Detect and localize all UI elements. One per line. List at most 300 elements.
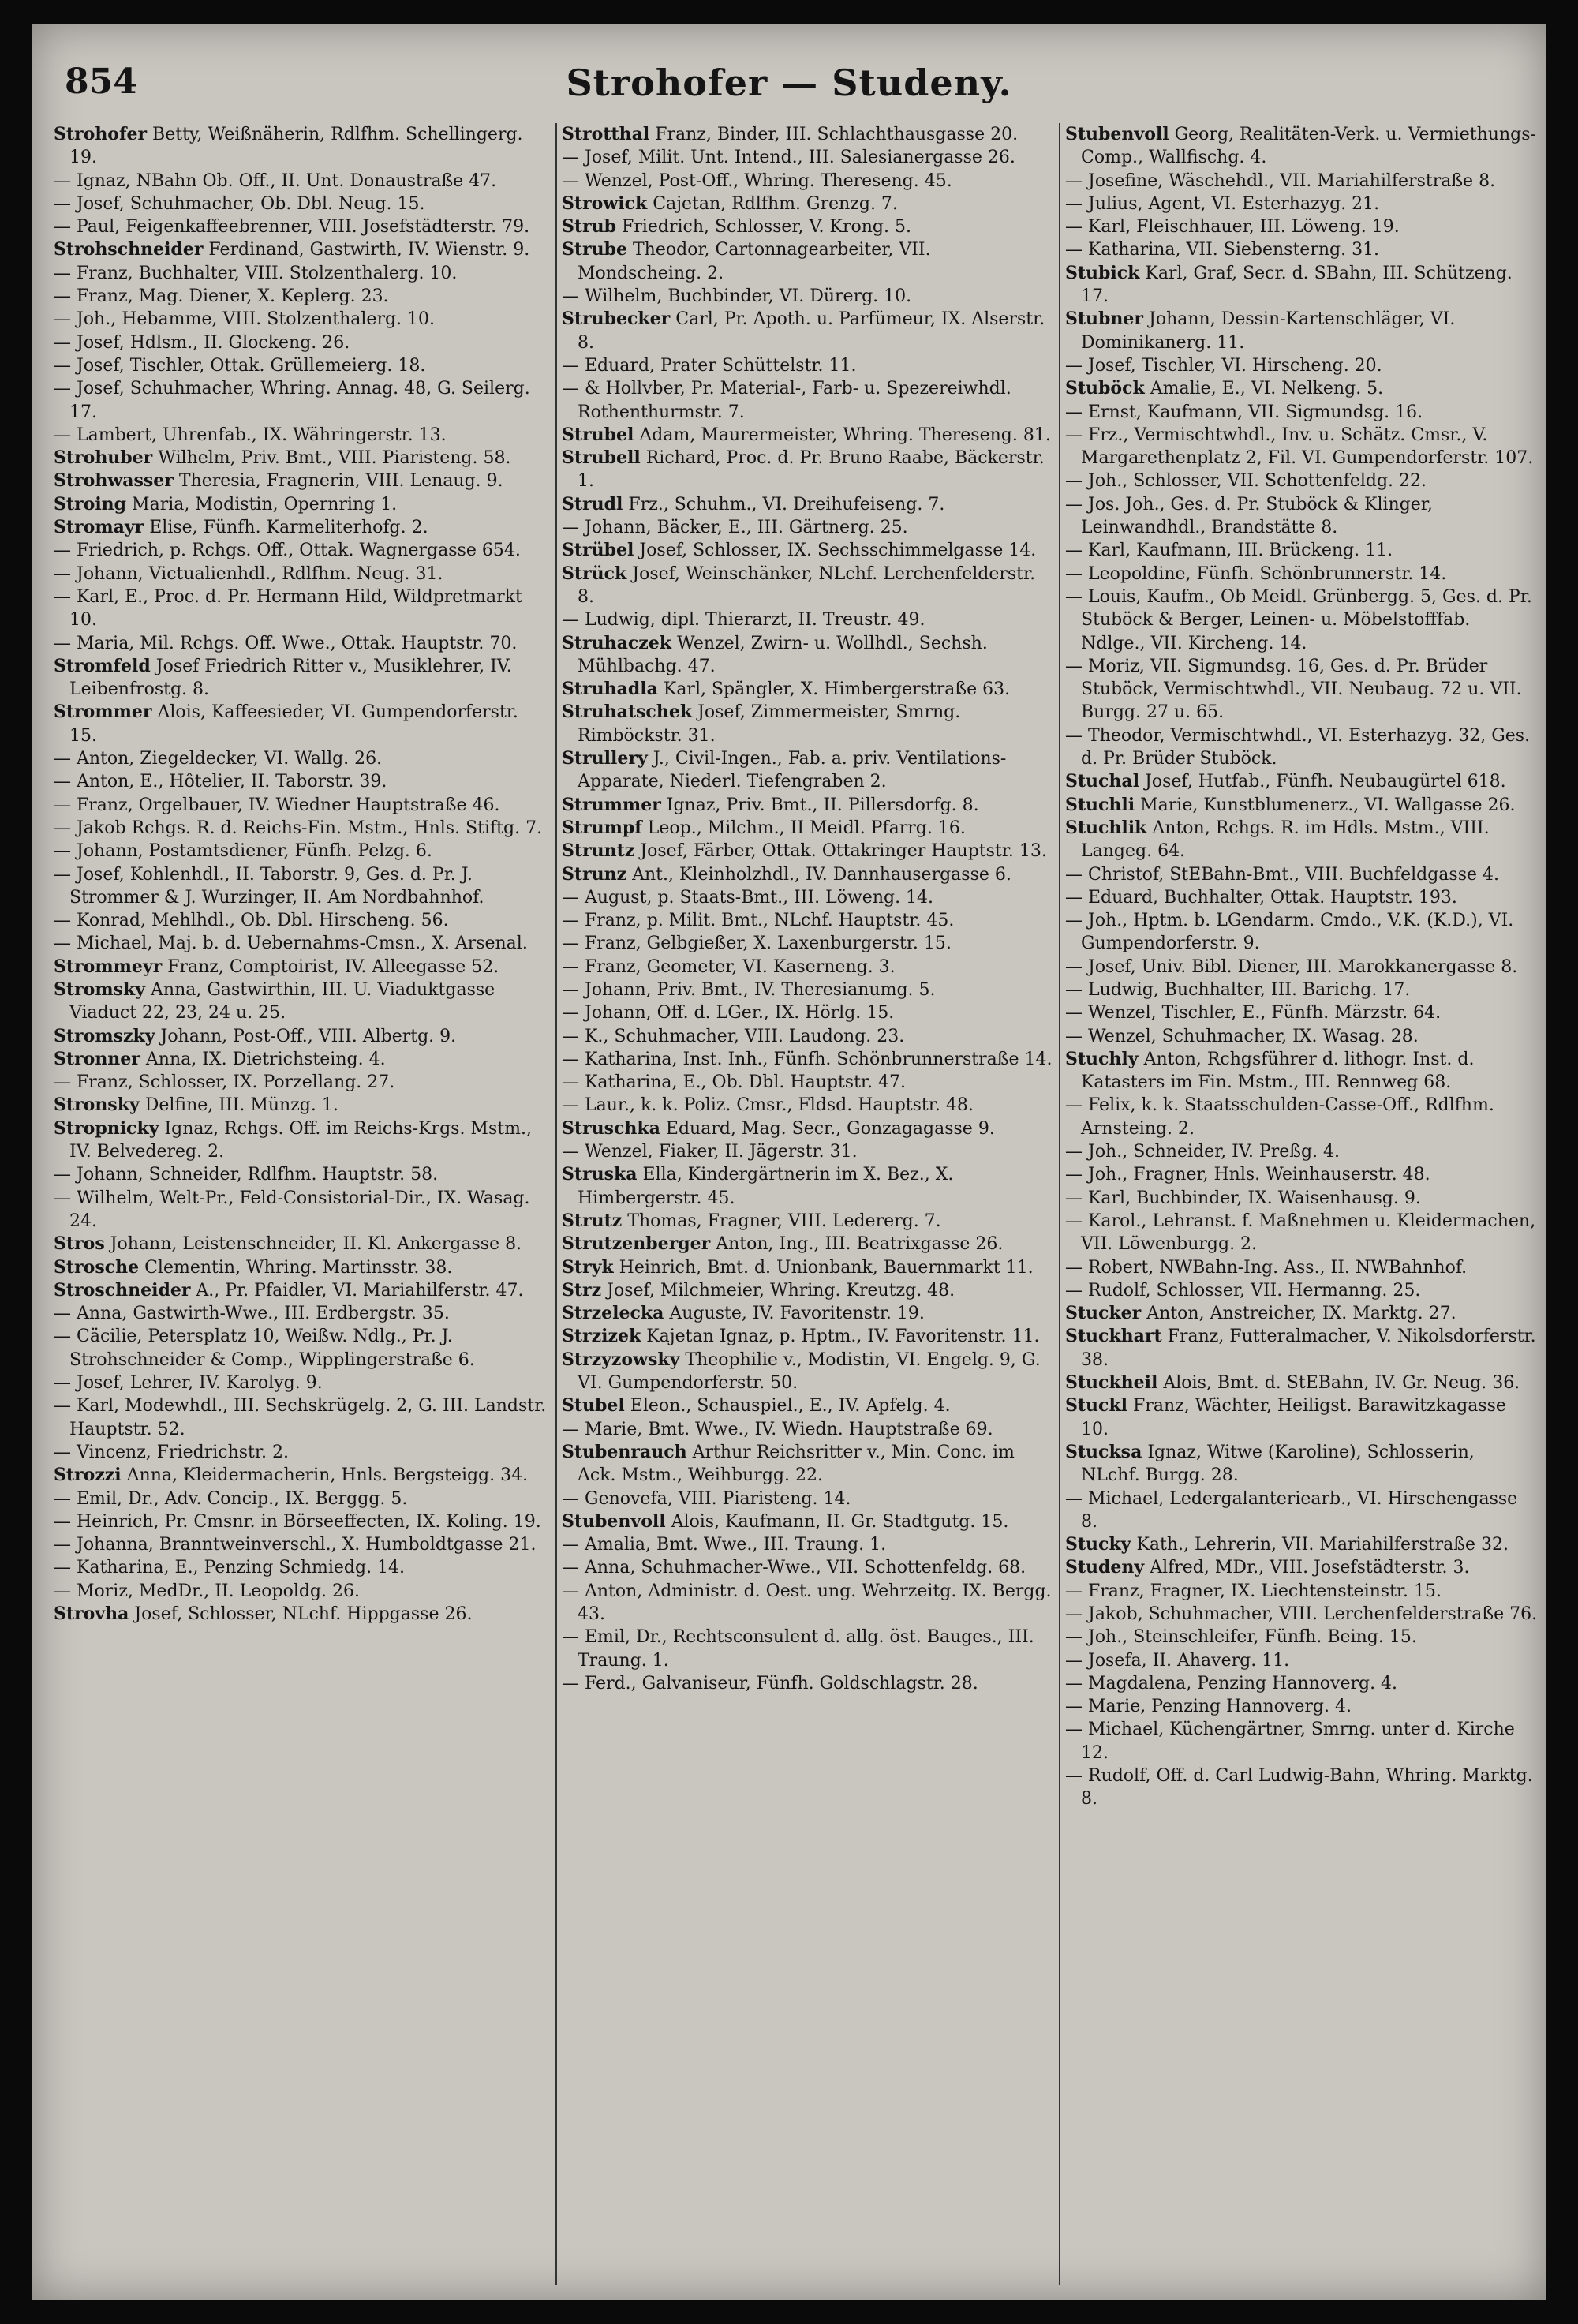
entry-details: dipl. Thierarzt, II. Treustr. 49.	[655, 610, 925, 631]
entry-details: Cajetan, Rdlfhm. Grenzg. 7.	[647, 193, 898, 214]
entry-details: Anton, Anstreicher, IX. Marktg. 27.	[1141, 1304, 1456, 1324]
entry-details: Post-Off., Whring. Thereseng. 45.	[653, 170, 952, 191]
entry-details: Tischler, Ottak. Grüllemeierg. 18.	[124, 355, 426, 376]
entry-name: — Cäcilie,	[54, 1327, 143, 1347]
directory-entry	[1065, 1695, 1539, 1718]
entry-details: Johann, Leistenschneider, II. Kl. Ankergasse 8.	[104, 1234, 522, 1255]
directory-entry	[54, 701, 549, 747]
directory-entry	[1065, 909, 1539, 956]
entry-details: p. Rchgs. Off., Ottak. Wagnergasse 654.	[163, 541, 521, 561]
entry-name: — Moriz,	[1065, 656, 1145, 676]
entry-details: Feigenkaffeebrenner, VIII. Josefstädterstr. 79.	[120, 217, 530, 238]
entry-details: Mag. Diener, X. Keplerg. 23.	[133, 286, 389, 307]
entry-name: — Jos. Joh.,	[1065, 494, 1165, 515]
entry-details: Alois, Kaufmann, II. Gr. Stadtgutg. 15.	[665, 1511, 1009, 1532]
entry-details: Auguste, IV. Favoritenstr. 19.	[664, 1304, 925, 1324]
column-left	[54, 123, 549, 2285]
entry-details: Petersplatz 10, Weißw. Ndlg., Pr. J. Strohschneider & Comp., Wipplingerstraße 6.	[69, 1327, 475, 1370]
directory-entry	[562, 909, 1057, 932]
entry-details: Off. d. LGer., IX. Hörlg. 15.	[651, 1003, 895, 1024]
entry-details: Penzing Hannoverg. 4.	[1146, 1697, 1352, 1717]
entry-details: Wilhelm, Priv. Bmt., VIII. Piaristeng. 58.	[152, 448, 511, 469]
directory-entry	[562, 1672, 1057, 1695]
entry-name: Struska	[562, 1164, 638, 1185]
directory-entry	[54, 193, 549, 215]
entry-name: — Ludwig,	[562, 610, 656, 631]
entry-name: — Louis,	[1065, 586, 1142, 607]
entry-name: — Eduard,	[562, 355, 656, 376]
entry-name: — Johann,	[562, 1003, 652, 1024]
entry-name: Struhaczek	[562, 632, 672, 653]
directory-entry	[54, 586, 549, 632]
entry-details: Schlosser, VII. Hermanng. 25.	[1150, 1280, 1421, 1300]
directory-entry	[562, 539, 1057, 562]
entry-name: Struschka	[562, 1117, 660, 1139]
entry-name: — Christof,	[1065, 864, 1165, 885]
directory-entry	[562, 1001, 1057, 1024]
directory-entry	[1065, 1626, 1539, 1649]
entry-details: E., Proc. d. Pr. Hermann Hild, Wildpretmarkt 10.	[69, 586, 522, 631]
column-middle	[555, 123, 1057, 2285]
directory-entry	[1065, 770, 1539, 793]
entry-name: — Vincenz,	[54, 1442, 151, 1462]
entry-details: Maj. b. d. Uebernahms-Cmsn., X. Arsenal.	[152, 934, 528, 954]
entry-name: — Wilhelm,	[54, 1188, 155, 1208]
directory-entry	[54, 1279, 549, 1302]
directory-entry	[562, 1580, 1057, 1626]
entry-name: — Genovefa,	[562, 1488, 673, 1509]
directory-entry	[1065, 401, 1539, 424]
directory-entry	[562, 1626, 1057, 1672]
directory-entry	[562, 1163, 1057, 1210]
entry-name: Stubenvoll	[1065, 124, 1169, 144]
entry-details: Leop., Milchm., II Meidl. Pfarrg. 16.	[641, 818, 966, 838]
directory-entry	[562, 193, 1057, 215]
entry-details: Anton, Rchgsführer d. lithogr. Inst. d. Katasters im Fin. Mstm., III. Rennweg 68.	[1081, 1049, 1475, 1093]
entry-name: — Jakob,	[1065, 1604, 1143, 1624]
entry-name: — Joh.,	[1065, 1627, 1128, 1648]
entry-name: — Wenzel,	[562, 170, 653, 191]
directory-entry	[562, 1325, 1057, 1348]
entry-details: Ignaz, Witwe (Karoline), Schlosserin, NLchf. Burgg. 28.	[1081, 1442, 1475, 1486]
directory-entry	[54, 1025, 549, 1048]
entry-name: Stuchly	[1065, 1048, 1139, 1069]
entry-name: — Josef,	[54, 864, 125, 885]
entry-name: — Katharina,	[562, 1049, 678, 1069]
entry-details: Franz, Futteralmacher, V. Nikolsdorferstr. 38.	[1081, 1327, 1536, 1370]
entry-details: Schlosser, VII. Schottenfeldg. 22.	[1127, 471, 1427, 492]
entry-name: — Joh.,	[1065, 471, 1128, 492]
entry-details: Hebamme, VIII. Stolzenthalerg. 10.	[116, 309, 436, 330]
entry-name: — Amalia,	[562, 1535, 652, 1555]
entry-name: — Karol.,	[1065, 1211, 1147, 1231]
entry-name: Strowick	[562, 193, 648, 214]
entry-name: Stromsky	[54, 979, 146, 1000]
entry-name: Stuckhart	[1065, 1326, 1162, 1347]
entry-name: — Karl,	[54, 1396, 120, 1416]
entry-name: — Franz,	[562, 911, 641, 931]
entry-details: Heinrich, Bmt. d. Unionbank, Bauernmarkt 11.	[613, 1257, 1034, 1278]
entry-name: Strommeyr	[54, 956, 163, 977]
entry-details: k. k. Staatsschulden-Casse-Off., Rdlfhm. Arnsteing. 2.	[1081, 1095, 1494, 1139]
entry-details: Theodor, Cartonnagearbeiter, VII. Mondscheing. 2.	[578, 240, 931, 283]
entry-details: Friedrich, Schlosser, V. Krong. 5.	[616, 217, 911, 238]
directory-entry	[1065, 1256, 1539, 1279]
entry-name: Stucker	[1065, 1303, 1142, 1324]
directory-entry	[54, 655, 549, 702]
directory-entry	[54, 470, 549, 492]
entry-details: Mehlhdl., Ob. Dbl. Hirscheng. 56.	[145, 911, 449, 931]
directory-entry	[54, 238, 549, 261]
entry-name: — Franz,	[54, 795, 133, 815]
directory-entry	[1065, 1533, 1539, 1556]
directory-entry	[1065, 1187, 1539, 1210]
directory-entry	[562, 817, 1057, 840]
directory-entry	[1065, 1279, 1539, 1302]
entry-name: — Marie,	[562, 1419, 643, 1439]
entry-details: Postamtsdiener, Fünfh. Pelzg. 6.	[143, 841, 432, 862]
entry-details: Schuhmacher, VIII. Lerchenfelderstraße 76.	[1142, 1604, 1538, 1624]
entry-details: Schuhmacher, VIII. Laudong. 23.	[608, 1026, 905, 1046]
entry-details: Wenzel, Zwirn- u. Wollhdl., Sechsh. Mühlbachg. 47.	[578, 633, 988, 676]
entry-details: Buchbinder, IX. Waisenhausg. 9.	[1131, 1188, 1421, 1208]
entry-details: Amalie, E., VI. Nelkeng. 5.	[1144, 379, 1384, 399]
entry-name: — Julius,	[1065, 193, 1143, 214]
directory-entry	[54, 1117, 549, 1164]
entry-name: — Friedrich,	[54, 541, 164, 561]
entry-details: Fragner, IX. Liechtensteinstr. 15.	[1144, 1581, 1442, 1601]
entry-name: — Michael,	[54, 934, 153, 954]
entry-details: J., Civil-Ingen., Fab. a. priv. Ventilations-Apparate, Niederl. Tiefengraben 2.	[578, 749, 1007, 792]
directory-entry	[1065, 1048, 1539, 1095]
entry-details: E., Hôtelier, II. Taborstr. 39.	[134, 772, 387, 792]
directory-entry	[1065, 262, 1539, 309]
entry-name: — Josefine,	[1065, 170, 1164, 191]
entry-name: Stryk	[562, 1256, 614, 1278]
entry-name: — Lambert,	[54, 425, 158, 445]
entry-details: Penzing Hannoverg. 4.	[1191, 1673, 1398, 1693]
directory-entry	[562, 932, 1057, 955]
entry-name: Stropnicky	[54, 1117, 159, 1139]
entry-details: Fünfh. Schönbrunnerstr. 14.	[1191, 563, 1447, 584]
entry-name: — Laur.,	[562, 1095, 635, 1116]
entry-details: VIII. Piaristeng. 14.	[672, 1488, 851, 1509]
directory-entry	[54, 770, 549, 793]
entry-name: Stronner	[54, 1048, 140, 1069]
entry-details: Orgelbauer, IV. Wiedner Hauptstraße 46.	[133, 795, 500, 815]
directory-entry	[562, 794, 1057, 817]
entry-name: — Johann,	[562, 518, 652, 538]
directory-entry	[562, 1210, 1057, 1233]
running-head: Strohofer — Studeny.	[566, 62, 1012, 104]
directory-entry	[1065, 539, 1539, 562]
entry-details: Wäschehdl., VII. Mariahilferstraße 8.	[1163, 170, 1496, 191]
entry-details: Clementin, Whring. Martinsstr. 38.	[139, 1257, 453, 1278]
directory-entry	[54, 308, 549, 331]
directory-entry	[1065, 1325, 1539, 1372]
entry-details: Buchhalter, III. Barichg. 17.	[1158, 979, 1411, 1000]
entry-details: Elise, Fünfh. Karmeliterhofg. 2.	[144, 518, 428, 538]
directory-entry	[562, 1349, 1057, 1395]
directory-entry	[562, 1094, 1057, 1117]
entry-name: — Rudolf,	[1065, 1766, 1151, 1787]
entry-name: — Johann,	[562, 979, 652, 1000]
entry-details: Theophilie v., Modistin, VI. Engelg. 9, G. VI. Gumpendorferstr. 50.	[578, 1349, 1041, 1394]
entry-details: Gelbgießer, X. Laxenburgerstr. 15.	[641, 934, 952, 954]
entry-details: Lehrer, IV. Karolyg. 9.	[124, 1373, 323, 1394]
entry-name: Stuckl	[1065, 1395, 1128, 1416]
entry-name: Strullery	[562, 748, 648, 769]
entry-details: Richard, Proc. d. Pr. Bruno Raabe, Bäckerstr. 1.	[578, 448, 1045, 492]
entry-name: — Anna,	[562, 1558, 636, 1578]
directory-entry	[562, 215, 1057, 238]
directory-entry	[54, 447, 549, 470]
entry-name: — Ignaz,	[54, 170, 131, 191]
entry-name: — Josef,	[54, 355, 125, 376]
entry-details: II. Ahaverg. 11.	[1146, 1650, 1290, 1671]
directory-entry	[1065, 563, 1539, 586]
entry-details: Pr. Material-, Farb- u. Spezereiwhdl. Rothenthurmstr. 7.	[578, 379, 1011, 422]
page-header	[32, 62, 1546, 117]
directory-entry	[562, 238, 1057, 285]
entry-details: A., Pr. Pfaidler, VI. Mariahilferstr. 47.	[190, 1280, 524, 1300]
entry-name: Strohofer	[54, 124, 148, 144]
entry-details: Gastwirth-Wwe., III. Erdbergstr. 35.	[127, 1304, 450, 1324]
directory-entry	[54, 817, 549, 840]
entry-details: Galvaniseur, Fünfh. Goldschlagstr. 28.	[636, 1673, 978, 1693]
entry-name: Strummer	[562, 794, 661, 815]
entry-name: — Karl,	[1065, 217, 1131, 238]
entry-details: Maria, Modistin, Opernring 1.	[126, 494, 398, 515]
directory-entry	[54, 331, 549, 354]
entry-name: — Frz.,	[1065, 425, 1129, 445]
entry-name: Stros	[54, 1233, 105, 1255]
directory-entry	[562, 1394, 1057, 1417]
directory-entry	[562, 1510, 1057, 1533]
directory-entry	[562, 747, 1057, 794]
entry-details: Josef, Milchmeier, Whring. Kreutzg. 48.	[601, 1280, 955, 1300]
entry-name: — Josef,	[1065, 355, 1136, 376]
directory-entry	[562, 1256, 1057, 1279]
entry-details: Inst. Inh., Fünfh. Schönbrunnerstraße 14.	[677, 1049, 1053, 1069]
directory-entry	[1065, 1556, 1539, 1579]
entry-details: Ledergalanteriearb., VI. Hirschengasse 8.	[1081, 1488, 1518, 1532]
directory-entry	[1065, 1001, 1539, 1024]
entry-details: Prater Schüttelstr. 11.	[655, 355, 857, 376]
directory-entry	[54, 493, 549, 516]
entry-name: — Anton,	[54, 772, 135, 792]
directory-entry	[1065, 1718, 1539, 1765]
entry-details: Buchhalter, Ottak. Hauptstr. 193.	[1158, 887, 1457, 908]
entry-details: Administr. d. Oest. ung. Wehrzeitg. IX. Bergg. 43.	[578, 1581, 1052, 1624]
entry-name: — Johann,	[54, 1165, 144, 1185]
directory-entry	[562, 1048, 1057, 1071]
entry-details: Schlosser, IX. Porzellang. 27.	[133, 1072, 395, 1093]
entry-details: Steinschleifer, Fünfh. Being. 15.	[1127, 1627, 1417, 1648]
entry-name: — Josefa,	[1065, 1650, 1147, 1671]
directory-entry	[54, 863, 549, 910]
entry-details: Eduard, Mag. Secr., Gonzagagasse 9.	[660, 1118, 995, 1139]
directory-entry	[562, 424, 1057, 447]
entry-details: Welt-Pr., Feld-Consistorial-Dir., IX. Wasag. 24.	[69, 1188, 530, 1231]
entry-details: Alfred, MDr., VIII. Josefstädterstr. 3.	[1144, 1558, 1470, 1578]
entry-details: Josef, Hutfab., Fünfh. Neubaugürtel 618.	[1139, 772, 1506, 792]
entry-name: — K.,	[562, 1026, 609, 1046]
entry-name: — Anna,	[54, 1304, 128, 1324]
directory-entry	[1065, 193, 1539, 215]
entry-name: — Johann,	[54, 563, 144, 584]
directory-entry	[1065, 377, 1539, 400]
directory-entry	[1065, 886, 1539, 909]
directory-entry	[562, 1418, 1057, 1441]
entry-name: — Ludwig,	[1065, 979, 1159, 1000]
entry-details: p. Milit. Bmt., NLchf. Hauptstr. 45.	[641, 911, 955, 931]
entry-name: — Franz,	[562, 934, 641, 954]
entry-details: Franz, Comptoirist, IV. Alleegasse 52.	[162, 956, 499, 977]
directory-entry	[54, 979, 549, 1025]
entry-name: Strumpf	[562, 817, 642, 838]
entry-details: Kajetan Ignaz, p. Hptm., IV. Favoritenstr. 11.	[641, 1327, 1040, 1347]
entry-details: Uhrenfab., IX. Währingerstr. 13.	[157, 425, 447, 445]
entry-details: Eleon., Schauspiel., E., IV. Apfelg. 4.	[624, 1396, 951, 1416]
entry-details: Vermischtwhdl., Inv. u. Schätz. Cmsr., V. Margarethenplatz 2, Fil. VI. Gumpendorferstr. 107.	[1081, 425, 1534, 469]
entry-name: Struhatschek	[562, 702, 693, 723]
entry-name: Strubell	[562, 447, 641, 469]
entry-name: — Joh.,	[1065, 911, 1128, 931]
entry-details: Bmt. Wwe., III. Traung. 1.	[651, 1535, 887, 1555]
directory-entry	[54, 632, 549, 655]
directory-entry	[562, 516, 1057, 539]
entry-name: Strubel	[562, 424, 634, 445]
directory-entry	[1065, 979, 1539, 1001]
entry-details: MedDr., II. Leopoldg. 26.	[133, 1581, 360, 1601]
directory-entry	[562, 308, 1057, 354]
entry-details: Josef, Schlosser, NLchf. Hippgasse 26.	[129, 1604, 473, 1624]
entry-name: — Franz,	[1065, 1581, 1145, 1601]
entry-details: Schneider, IV. Preßg. 4.	[1127, 1142, 1340, 1162]
entry-name: — Heinrich,	[54, 1511, 159, 1532]
entry-details: Josef, Weinschänker, NLchf. Lerchenfelderstr. 8.	[578, 563, 1036, 607]
directory-entry	[54, 794, 549, 817]
entry-name: — & Hollvber,	[562, 379, 686, 399]
entry-name: — Franz,	[562, 956, 641, 977]
entry-name: — Josef,	[54, 332, 125, 353]
entry-details: Kaufm., Ob Meidl. Grünbergg. 5, Ges. d. Pr. Stuböck & Berger, Leinen- u. Möbelstofffab. Ndlge., VII. Kircheng. 14.	[1081, 586, 1532, 653]
directory-entry	[54, 424, 549, 447]
directory-entry	[562, 1025, 1057, 1048]
entry-details: Geometer, VI. Kaserneng. 3.	[641, 956, 896, 977]
entry-details: NWBahn-Ing. Ass., II. NWBahnhof.	[1154, 1257, 1468, 1278]
directory-entry	[1065, 817, 1539, 863]
directory-entry	[1065, 424, 1539, 470]
entry-name: — Franz,	[54, 1072, 133, 1093]
entry-details: Tischler, E., Fünfh. Märzstr. 64.	[1156, 1003, 1442, 1024]
directory-page	[32, 24, 1546, 2300]
directory-entry	[1065, 586, 1539, 655]
entry-details: Lehranst. f. Maßnehmen u. Kleidermachen, VII. Löwenburgg. 2.	[1081, 1211, 1536, 1255]
entry-details: Alois, Kaffeesieder, VI. Gumpendorferstr. 15.	[69, 702, 518, 746]
entry-name: Strohwasser	[54, 470, 174, 492]
entry-details: Anna, IX. Dietrichsteing. 4.	[140, 1049, 386, 1069]
directory-entry	[1065, 493, 1539, 540]
entry-name: Strovha	[54, 1604, 129, 1624]
entry-details: Bäcker, E., III. Gärtnerg. 25.	[651, 518, 908, 538]
entry-details: Dr., Rechtsconsulent d. allg. öst. Bauges., III. Traung. 1.	[578, 1627, 1034, 1671]
entry-details: Friedrichstr. 2.	[151, 1442, 289, 1462]
entry-name: — Joh.,	[54, 309, 117, 330]
directory-entry	[1065, 1765, 1539, 1811]
directory-entry	[1065, 1372, 1539, 1394]
entry-details: StEBahn-Bmt., VIII. Buchfeldgasse 4.	[1164, 864, 1499, 885]
directory-entry	[54, 377, 549, 424]
entry-name: Strutz	[562, 1210, 623, 1231]
entry-details: E., Ob. Dbl. Hauptstr. 47.	[677, 1072, 906, 1093]
directory-entry	[54, 1048, 549, 1071]
entry-name: — Magdalena,	[1065, 1673, 1192, 1693]
entry-name: — Michael,	[1065, 1488, 1165, 1509]
directory-entry	[562, 1488, 1057, 1510]
directory-entry	[54, 1394, 549, 1441]
entry-name: — Paul,	[54, 217, 121, 238]
entry-name: — Theodor,	[1065, 725, 1165, 746]
directory-entry	[1065, 1140, 1539, 1163]
directory-entry	[562, 863, 1057, 886]
entry-name: — Konrad,	[54, 911, 146, 931]
entry-name: Strutzenberger	[562, 1233, 711, 1255]
directory-entry	[1065, 470, 1539, 492]
directory-entry	[562, 377, 1057, 424]
entry-details: Agent, VI. Esterhazyg. 21.	[1142, 193, 1380, 214]
directory-entry	[54, 1163, 549, 1186]
directory-entry	[1065, 1394, 1539, 1441]
entry-details: Univ. Bibl. Diener, III. Marokkanergasse 8.	[1135, 956, 1518, 977]
entry-details: Branntweinverschl., X. Humboldtgasse 21.	[153, 1535, 537, 1555]
entry-name: — Ernst,	[1065, 402, 1142, 422]
entry-name: — Franz,	[54, 263, 133, 283]
page-number: 854	[65, 62, 137, 102]
entry-name: — Emil,	[54, 1488, 122, 1509]
directory-entry	[54, 516, 549, 539]
entry-details: Fleischhauer, III. Löweng. 19.	[1131, 217, 1400, 238]
entry-name: — Karl,	[1065, 541, 1131, 561]
entry-name: — Johann,	[54, 841, 144, 862]
entry-name: Strz	[562, 1279, 602, 1300]
entry-details: Carl, Pr. Apoth. u. Parfümeur, IX. Alserstr. 8.	[578, 309, 1045, 353]
entry-name: Stuböck	[1065, 378, 1145, 399]
directory-entry	[54, 1556, 549, 1579]
entry-details: Ziegeldecker, VI. Wallg. 26.	[134, 749, 383, 769]
entry-name: Strommer	[54, 702, 152, 723]
entry-name: Strunz	[562, 863, 627, 885]
entry-details: Betty, Weißnäherin, Rdlfhm. Schellingerg. 19.	[69, 125, 523, 168]
entry-name: Stuchli	[1065, 794, 1135, 815]
entry-details: Ignaz, Priv. Bmt., II. Pillersdorfg. 8.	[660, 795, 979, 815]
directory-entry	[54, 1603, 549, 1626]
entry-name: Strosche	[54, 1256, 140, 1278]
entry-details: Tischler, VI. Hirscheng. 20.	[1135, 355, 1382, 376]
directory-entry	[54, 909, 549, 932]
directory-entry	[1065, 863, 1539, 886]
directory-entry	[562, 979, 1057, 1001]
directory-entry	[562, 678, 1057, 701]
entry-details: Johann, Post-Off., VIII. Albertg. 9.	[155, 1026, 457, 1046]
entry-details: Theresia, Fragnerin, VIII. Lenaug. 9.	[173, 471, 503, 492]
directory-entry	[1065, 308, 1539, 354]
entry-name: — Karl,	[54, 586, 120, 607]
entry-details: Josef, Schlosser, IX. Sechsschimmelgasse 14.	[634, 541, 1037, 561]
entry-details: Pr. Cmsnr. in Börseeffecten, IX. Koling. 19.	[159, 1511, 541, 1532]
entry-details: Marie, Kunstblumenerz., VI. Wallgasse 26.	[1135, 795, 1516, 815]
